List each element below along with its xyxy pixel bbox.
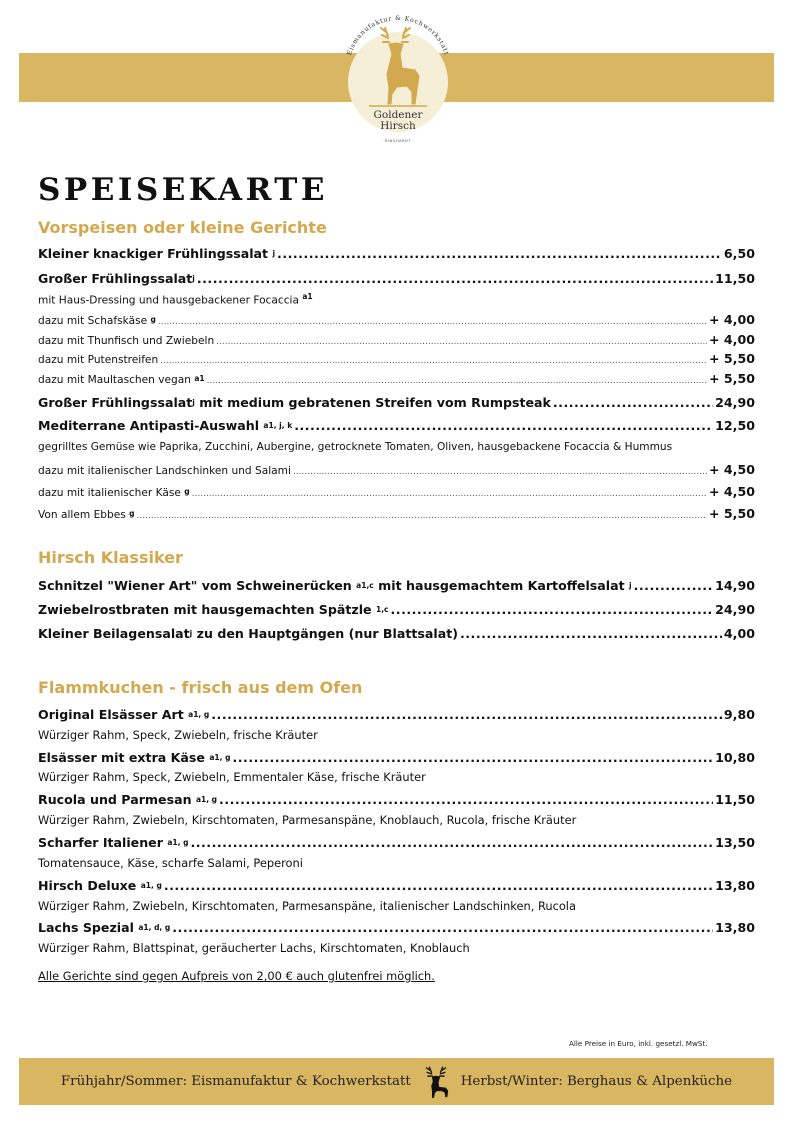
- allergen-code: a1, d, g: [138, 923, 171, 932]
- item-price: 13,80: [715, 878, 755, 893]
- item-description: gegrilltes Gemüse wie Paprika, Zucchini, Aubergine, getrocknete Tomaten, Oliven, hausgebackene Focaccia & Hummus: [38, 441, 673, 453]
- item-label: Hirsch Deluxe: [38, 878, 137, 893]
- allergen-code: a1, j, k: [263, 421, 293, 430]
- item-price: 11,50: [715, 792, 755, 807]
- logo-arc-text: Eismanufaktur & Kochwerkstatt: [346, 14, 450, 57]
- extra-price: + 4,50: [708, 462, 755, 477]
- item-label: Großer Frühlingssalat: [38, 271, 193, 286]
- item-label: Elsässer mit extra Käse: [38, 750, 205, 765]
- allergen-code: a1: [302, 292, 313, 301]
- extra-price: + 4,00: [708, 312, 755, 327]
- menu-extra: [38, 351, 755, 366]
- footer: [19, 1058, 774, 1105]
- extra-price: + 4,50: [708, 484, 755, 499]
- extra-label: dazu mit italienischer Käse: [38, 487, 181, 499]
- logo-name-line2: Hirsch: [380, 120, 416, 132]
- menu-item: [38, 750, 755, 765]
- allergen-code: g: [150, 315, 156, 324]
- allergen-code: j: [629, 581, 632, 590]
- extra-label: Von allem Ebbes: [38, 509, 126, 521]
- menu-item: [38, 626, 755, 641]
- item-description: Würziger Rahm, Speck, Zwiebeln, Emmentaler Käse, frische Kräuter: [38, 770, 426, 784]
- item-price: 24,90: [715, 395, 755, 410]
- item-price: 24,90: [715, 602, 755, 617]
- menu-item: [38, 878, 755, 893]
- extra-label: dazu mit Schafskäse: [38, 315, 148, 327]
- menu-item: [38, 707, 755, 722]
- item-description: Würziger Rahm, Zwiebeln, Kirschtomaten, Parmesanspäne, Knoblauch, Rucola, frische Kräuter: [38, 813, 577, 827]
- extra-price: + 5,50: [708, 371, 755, 386]
- item-label-continued: mit medium gebratenen Streifen vom Rumpsteak: [194, 395, 551, 410]
- extra-label: dazu mit Maultaschen vegan: [38, 374, 191, 386]
- section-title-vorspeisen: Vorspeisen oder kleine Gerichte: [38, 218, 327, 237]
- item-label-continued: zu den Hauptgängen (nur Blattsalat): [192, 626, 458, 641]
- logo-name-line1: Goldener: [373, 109, 423, 121]
- item-description: Tomatensauce, Käse, scharfe Salami, Peperoni: [38, 856, 303, 870]
- item-price: 10,80: [715, 750, 755, 765]
- footer-right-text: Herbst/Winter: Berghaus & Alpenküche: [460, 1074, 733, 1089]
- menu-extra: [38, 332, 755, 347]
- menu-item: [38, 835, 755, 850]
- item-description: Würziger Rahm, Speck, Zwiebeln, frische Kräuter: [38, 728, 318, 742]
- item-price: 6,50: [723, 246, 755, 261]
- item-label: Original Elsässer Art: [38, 707, 184, 722]
- menu-item: [38, 395, 755, 410]
- item-label-continued: mit hausgemachtem Kartoffelsalat: [373, 578, 625, 593]
- menu-extra: [38, 371, 755, 386]
- allergen-code: a1, g: [195, 795, 218, 804]
- footer-left-text: Frühjahr/Sommer: Eismanufaktur & Kochwerkstatt: [60, 1074, 411, 1089]
- goldener-hirsch-logo: [333, 14, 463, 156]
- item-price: 4,00: [723, 626, 755, 641]
- section-title-klassiker: Hirsch Klassiker: [38, 548, 183, 567]
- item-price: 9,80: [723, 707, 755, 722]
- item-label: Kleiner knackiger Frühlingssalat: [38, 246, 269, 261]
- menu-item: [38, 418, 755, 433]
- extra-price: + 5,50: [708, 351, 755, 366]
- item-label: Scharfer Italiener: [38, 835, 163, 850]
- menu-item: [38, 602, 755, 617]
- allergen-code: a1, g: [140, 881, 162, 890]
- allergen-code: 1,c: [375, 605, 389, 614]
- gluten-free-note: Alle Gerichte sind gegen Aufpreis von 2,00 € auch glutenfrei möglich.: [38, 969, 435, 983]
- menu-extra: [38, 506, 755, 521]
- menu-extra: [38, 462, 755, 477]
- allergen-code: j: [272, 249, 276, 258]
- allergen-code: a1: [194, 374, 205, 383]
- item-price: 12,50: [715, 418, 755, 433]
- extra-label: dazu mit Thunfisch und Zwiebeln: [38, 335, 215, 347]
- item-label: Schnitzel "Wiener Art" vom Schweinerücken: [38, 578, 352, 593]
- item-label: Kleiner Beilagensalat: [38, 626, 190, 641]
- item-description: Würziger Rahm, Zwiebeln, Kirschtomaten, Parmesanspäne, italienischer Landschinken, Rucola: [38, 899, 576, 913]
- allergen-code: a1, g: [167, 838, 189, 847]
- stag-icon: [421, 1065, 451, 1099]
- menu-item: [38, 920, 755, 935]
- page-title: SPEISEKARTE: [38, 172, 328, 208]
- item-price: 14,90: [715, 578, 755, 593]
- extra-label: dazu mit Putenstreifen: [38, 354, 159, 366]
- item-label: Rucola und Parmesan: [38, 792, 192, 807]
- logo-place: · RINGHARDT ·: [381, 139, 415, 143]
- vat-note: Alle Preise in Euro, inkl. gesetzl. MwSt.: [569, 1039, 708, 1048]
- allergen-code: j: [192, 274, 195, 283]
- menu-item: [38, 578, 755, 593]
- item-description: mit Haus-Dressing und hausgebackener Focaccia $^{a1}$: [38, 292, 313, 307]
- allergen-code: g: [129, 509, 135, 518]
- item-label: Zwiebelrostbraten mit hausgemachten Spätzle: [38, 602, 372, 617]
- allergen-code: j: [192, 398, 195, 407]
- item-label: Großer Frühlingssalat: [38, 395, 193, 410]
- allergen-code: j: [189, 629, 193, 638]
- allergen-code: g: [184, 487, 190, 496]
- allergen-code: a1, g: [209, 753, 231, 762]
- allergen-code: a1, g: [188, 710, 210, 719]
- menu-item: [38, 792, 755, 807]
- menu-extra: [38, 484, 755, 499]
- allergen-code: a1,c: [356, 581, 374, 590]
- item-price: 13,80: [715, 920, 755, 935]
- menu-item: [38, 271, 755, 286]
- item-price: 13,50: [715, 835, 755, 850]
- menu-extra: [38, 312, 755, 327]
- extra-price: + 5,50: [708, 506, 755, 521]
- section-title-flammkuchen: Flammkuchen - frisch aus dem Ofen: [38, 678, 363, 697]
- item-label: Lachs Spezial: [38, 920, 134, 935]
- item-price: 11,50: [715, 271, 755, 286]
- extra-label: dazu mit italienischer Landschinken und Salami: [38, 465, 291, 477]
- item-description: Würziger Rahm, Blattspinat, geräucherter Lachs, Kirschtomaten, Knoblauch: [38, 941, 470, 955]
- extra-price: + 4,00: [708, 332, 755, 347]
- menu-item: [38, 246, 755, 261]
- item-label: Mediterrane Antipasti-Auswahl: [38, 418, 260, 433]
